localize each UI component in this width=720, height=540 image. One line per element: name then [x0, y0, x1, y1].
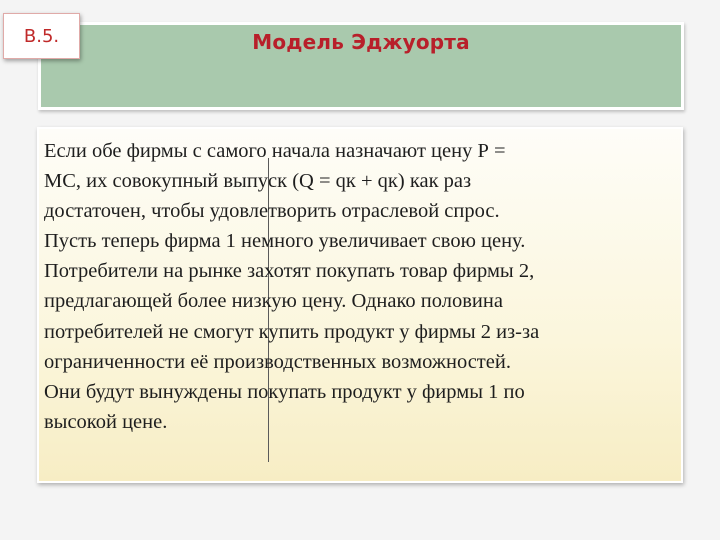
body-line: Они будут вынуждены покупать продукт у фирмы 1 по	[44, 380, 525, 403]
body-line: Если обе фирмы с самого начала назначают цену Р =	[44, 140, 506, 162]
body-line: МС, их совокупный выпуск (Q = qк + qк) как раз	[44, 170, 472, 193]
body-line: предлагающей более низкую цену. Однако половина	[44, 290, 503, 313]
body-line: Потребители на рынке захотят покупать товар фирмы 2,	[44, 260, 535, 283]
body-line: высокой цене.	[44, 410, 168, 433]
body-line: ограниченности её производственных возможностей.	[44, 350, 511, 373]
slide-number-label: В.5.	[23, 25, 60, 47]
body-line: Пусть теперь фирма 1 немного увеличивает свою цену.	[44, 230, 526, 253]
slide-title: Модель Эджуорта	[252, 30, 470, 54]
slide-number-badge	[3, 13, 80, 59]
body-line: потребителей не смогут купить продукт у фирмы 2 из-за	[44, 320, 540, 343]
body-line: достаточен, чтобы удовлетворить отраслевой спрос.	[44, 200, 500, 223]
body-text	[44, 136, 680, 437]
